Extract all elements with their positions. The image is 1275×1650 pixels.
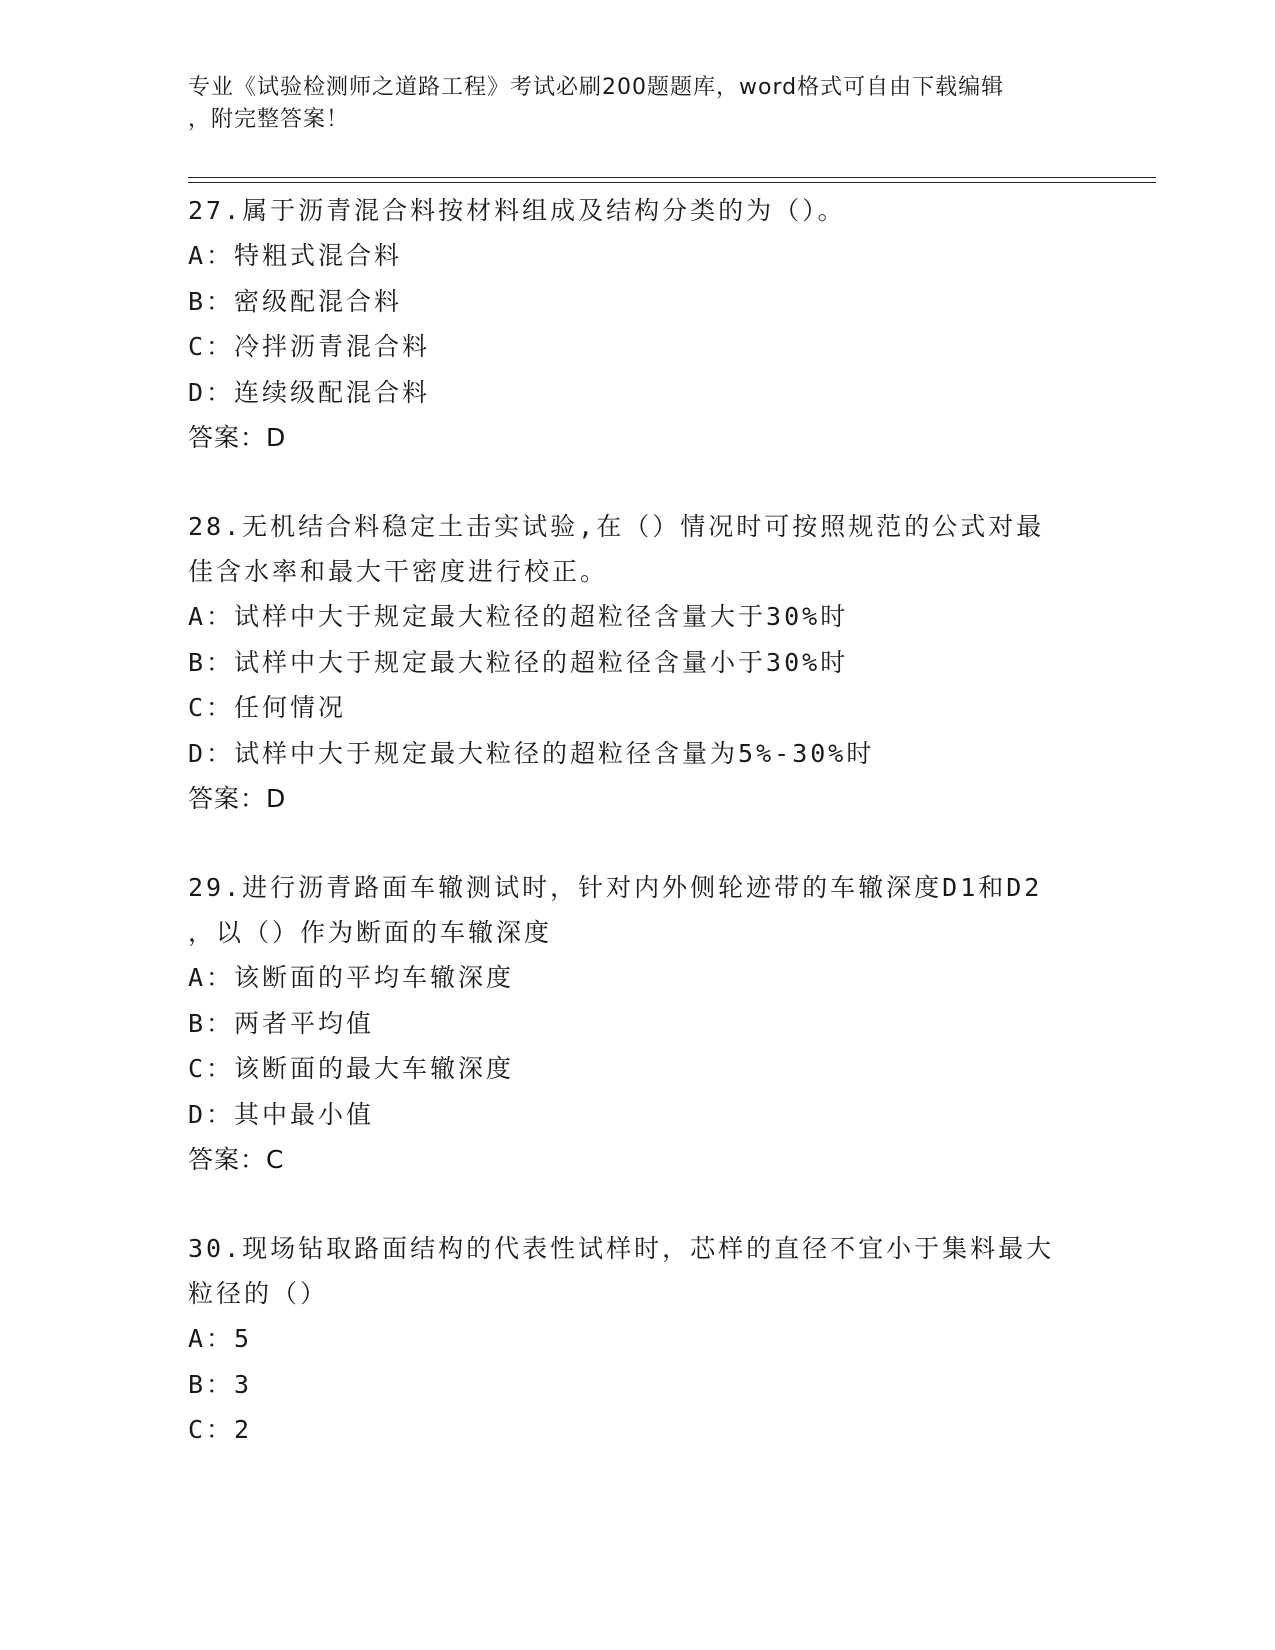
option-a: A：5 xyxy=(188,1324,253,1353)
question-stem-line-1: 28.无机结合料稳定土击实试验,在（）情况时可按照规范的公式对最 xyxy=(188,512,1045,541)
header-divider-bottom xyxy=(188,182,1156,183)
question-list xyxy=(188,188,1088,1497)
question-stem-line-1: 29.进行沥青路面车辙测试时，针对内外侧轮迹带的车辙深度D1和D2 xyxy=(188,873,1043,902)
answer-line: 答案：D xyxy=(188,423,287,452)
question-27 xyxy=(188,188,1088,460)
question-stem: 27.属于沥青混合料按材料组成及结构分类的为（）。 xyxy=(188,196,846,225)
option-c: C：2 xyxy=(188,1415,253,1444)
question-29 xyxy=(188,865,1088,1182)
option-c: C：任何情况 xyxy=(188,693,347,722)
option-b: B：3 xyxy=(188,1369,253,1399)
question-stem-line-1: 30.现场钻取路面结构的代表性试样时，芯样的直径不宜小于集料最大 xyxy=(188,1234,1055,1263)
question-28 xyxy=(188,504,1088,821)
option-d: D：连续级配混合料 xyxy=(188,377,431,407)
option-c: C：该断面的最大车辙深度 xyxy=(188,1054,515,1083)
answer-line: 答案：C xyxy=(188,1145,285,1174)
header-divider-top xyxy=(188,177,1156,178)
option-d: D：其中最小值 xyxy=(188,1099,375,1129)
document-header xyxy=(188,72,1068,136)
question-stem-line-2: ，以（）作为断面的车辙深度 xyxy=(188,918,553,947)
option-b: B：两者平均值 xyxy=(188,1008,375,1038)
option-b: B：试样中大于规定最大粒径的超粒径含量小于30%时 xyxy=(188,647,849,677)
option-a: A：该断面的平均车辙深度 xyxy=(188,963,515,992)
option-d: D：试样中大于规定最大粒径的超粒径含量为5%-30%时 xyxy=(188,738,875,768)
question-stem-line-2: 粒径的（） xyxy=(188,1279,329,1308)
option-c: C：冷拌沥青混合料 xyxy=(188,332,431,361)
header-title-line-1: 专业《试验检测师之道路工程》考试必刷200题题库，word格式可自由下载编辑 xyxy=(188,75,1005,100)
question-30 xyxy=(188,1226,1088,1453)
answer-line: 答案：D xyxy=(188,784,287,813)
option-a: A：试样中大于规定最大粒径的超粒径含量大于30%时 xyxy=(188,602,849,631)
option-a: A：特粗式混合料 xyxy=(188,241,403,270)
header-title-line-2: ，附完整答案！ xyxy=(188,107,350,132)
question-stem-line-2: 佳含水率和最大干密度进行校正。 xyxy=(188,557,609,586)
option-b: B：密级配混合料 xyxy=(188,286,403,316)
